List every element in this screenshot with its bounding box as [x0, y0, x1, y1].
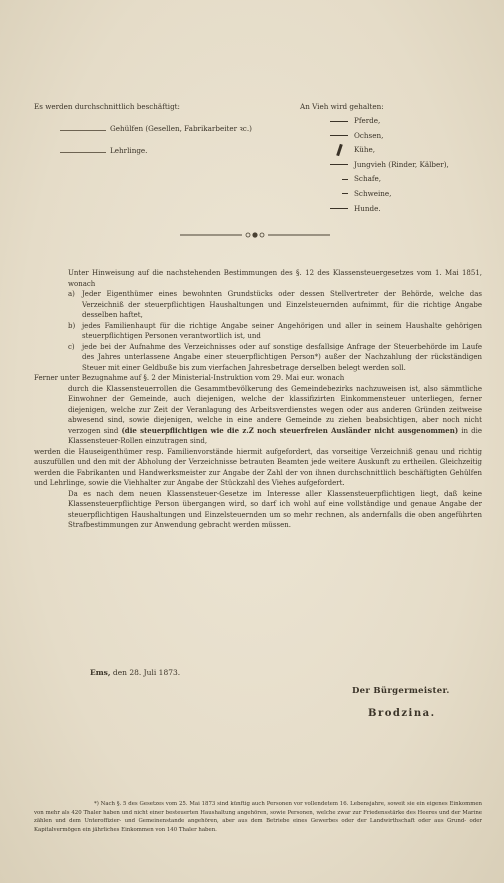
- staff-label-assistants: Gehülfen (Gesellen, Fabrikarbeiter ꝛc.): [110, 124, 252, 133]
- intro-paragraph: Unter Hinweisung auf die nachstehenden Bestimmungen des §. 12 des Klassensteuergesetzes vom 1. Mai 1851, wonach: [68, 269, 482, 288]
- livestock-item-pigs: Schweine,: [330, 187, 449, 202]
- staff-row-apprentices: [60, 146, 147, 157]
- livestock-list: [330, 114, 449, 216]
- footnote: *) Nach §. 5 des Gesetzes vom 25. Mai 1873 sind künftig auch Personen vor vollendetem 16. Lebensjahre, soweit sie ein eigenes Einkommen von mehr als 420 Thaler haben und nicht einer besteuerten Haushaltung angehören, sowie Personen, welche zwar zur Friedensstärke des Heeres und der Marine zählen und dem Unteroffizier- und Gemeinenstande angehören, aber aus dem Betriebe eines Gewerbes oder der Landwirthschaft oder aus Grund- oder Kapitalvermögen ein jährliches Einkommen von 140 Thaler haben.: [34, 801, 482, 833]
- livestock-heading: An Vieh wird gehalten:: [300, 102, 384, 111]
- tally-mark: [330, 208, 348, 209]
- tally-mark: [330, 135, 348, 136]
- emphasis-foreigners: (die steuerpflichtigen wie die z.Z noch steuerfreien Ausländer nicht ausgenommen): [121, 425, 459, 435]
- list-item-c: c) jede bei der Aufnahme des Verzeichnisses oder auf sonstige desfallsige Anfrage der Steuerbehörde im Laufe des Jahres unterlassene Angabe einer steuerpflichtigen Person*) außer der Nachzahlung der rückständigen Steuer mit einer Geldbuße bis zum vierfachen Jahresbetrage derselben belegt werden soll.: [68, 342, 482, 372]
- date: den 28. Juli 1873.: [112, 668, 181, 677]
- count-blank: [60, 130, 106, 131]
- handwritten-count-mark: [336, 144, 343, 156]
- further-quote: durch die Klassensteuerrollen die Gesammtbevölkerung des Gemeindebezirks nachzuweisen ist, also sämmtliche Einwohner der Gemeinde, auch diejenigen, welche der klassifizirten Einkommensteuer unterliegen, ferner diejenigen, welche zur Zeit der Veranlagung des Arbeitsverdienstes wegen oder aus anderen Gründen zeitweise abwesend sind, sowie diejenigen, welche in eine andere Gemeinde zu ziehen beabsichtigen, aber noch nicht verzogen sind (die steuerpflichtigen wie die z.Z noch steuerfreien Ausländer nicht ausgenommen) in die Klassensteuer-Rollen einzutragen sind,: [68, 384, 482, 445]
- place: Ems,: [90, 668, 111, 677]
- tally-mark: [342, 193, 348, 194]
- staff-row-assistants: [60, 124, 252, 135]
- bleed-through-heading: [205, 62, 210, 81]
- livestock-item-young-cattle: Jungvieh (Rinder, Kälber),: [330, 158, 449, 173]
- place-date-line: [90, 668, 180, 677]
- staff-label-apprentices: Lehrlinge.: [110, 146, 148, 155]
- closing-paragraph: Da es nach dem neuen Klassensteuer-Gesetze im Interesse aller Klassensteuerpflichtigen liegt, daß keine Klassensteuerpflichtige Person übergangen wird, so darf ich wohl auf eine vollständige und genaue Angabe der steuerpflichtigen Haushaltungen und Einzelsteuernden um so mehr rechnen, als andernfalls die oben angeführten Strafbestimmungen zur Anwendung gebracht werden müssen.: [68, 489, 482, 529]
- list-item-b: b) jedes Familienhaupt für die richtige Angabe seiner Angehörigen und aller in seinem Haushalte gehörigen steuerpflichtigen Personen verantwortlich ist, und: [68, 321, 482, 340]
- request-paragraph: werden die Hauseigenthümer resp. Familienvorstände hiermit aufgefordert, das vorseitige Verzeichniß genau und richtig auszufüllen und den mit der Abholung der Verzeichnisse betrauten Beamten jede weitere Auskunft zu ertheilen. Gleichzeitig werden die Fabrikanten und Handwerksmeister zur Angabe der Zahl der von ihnen durchschnittlich beschäftigten Gehülfen und Lehrlinge, sowie die Viehhalter zur Angabe der Stückzahl des Viehes aufgefordert.: [34, 447, 482, 487]
- signature-title: Der Bürgermeister.: [352, 686, 450, 696]
- list-item-a: a) Jeder Eigenthümer eines bewohnten Grundstücks oder dessen Stellvertreter der Behörde, welche das Verzeichniß der steuerpflichtigen Haushaltungen und Einzelsteuernden aufnimmt, für die richtige Angabe desselben haftet,: [68, 290, 482, 319]
- further-reference: Ferner unter Bezugnahme auf §. 2 der Ministerial-Instruktion vom 29. Mai eur. wonach: [34, 374, 345, 382]
- tally-mark: [330, 121, 348, 122]
- signature-name: Brodzina.: [368, 708, 436, 719]
- livestock-item-oxen: Ochsen,: [330, 129, 449, 144]
- livestock-item-cows: Kühe,: [330, 143, 449, 158]
- livestock-item-dogs: Hunde.: [330, 202, 449, 217]
- livestock-item-sheep: Schafe,: [330, 172, 449, 187]
- ornamental-divider: [180, 229, 330, 241]
- tally-mark: [330, 164, 348, 165]
- staff-heading: Es werden durchschnittlich beschäftigt:: [34, 102, 180, 111]
- regulation-text: [34, 268, 482, 531]
- count-blank: [60, 152, 106, 153]
- tally-mark: [342, 179, 348, 180]
- livestock-item-horses: Pferde,: [330, 114, 449, 129]
